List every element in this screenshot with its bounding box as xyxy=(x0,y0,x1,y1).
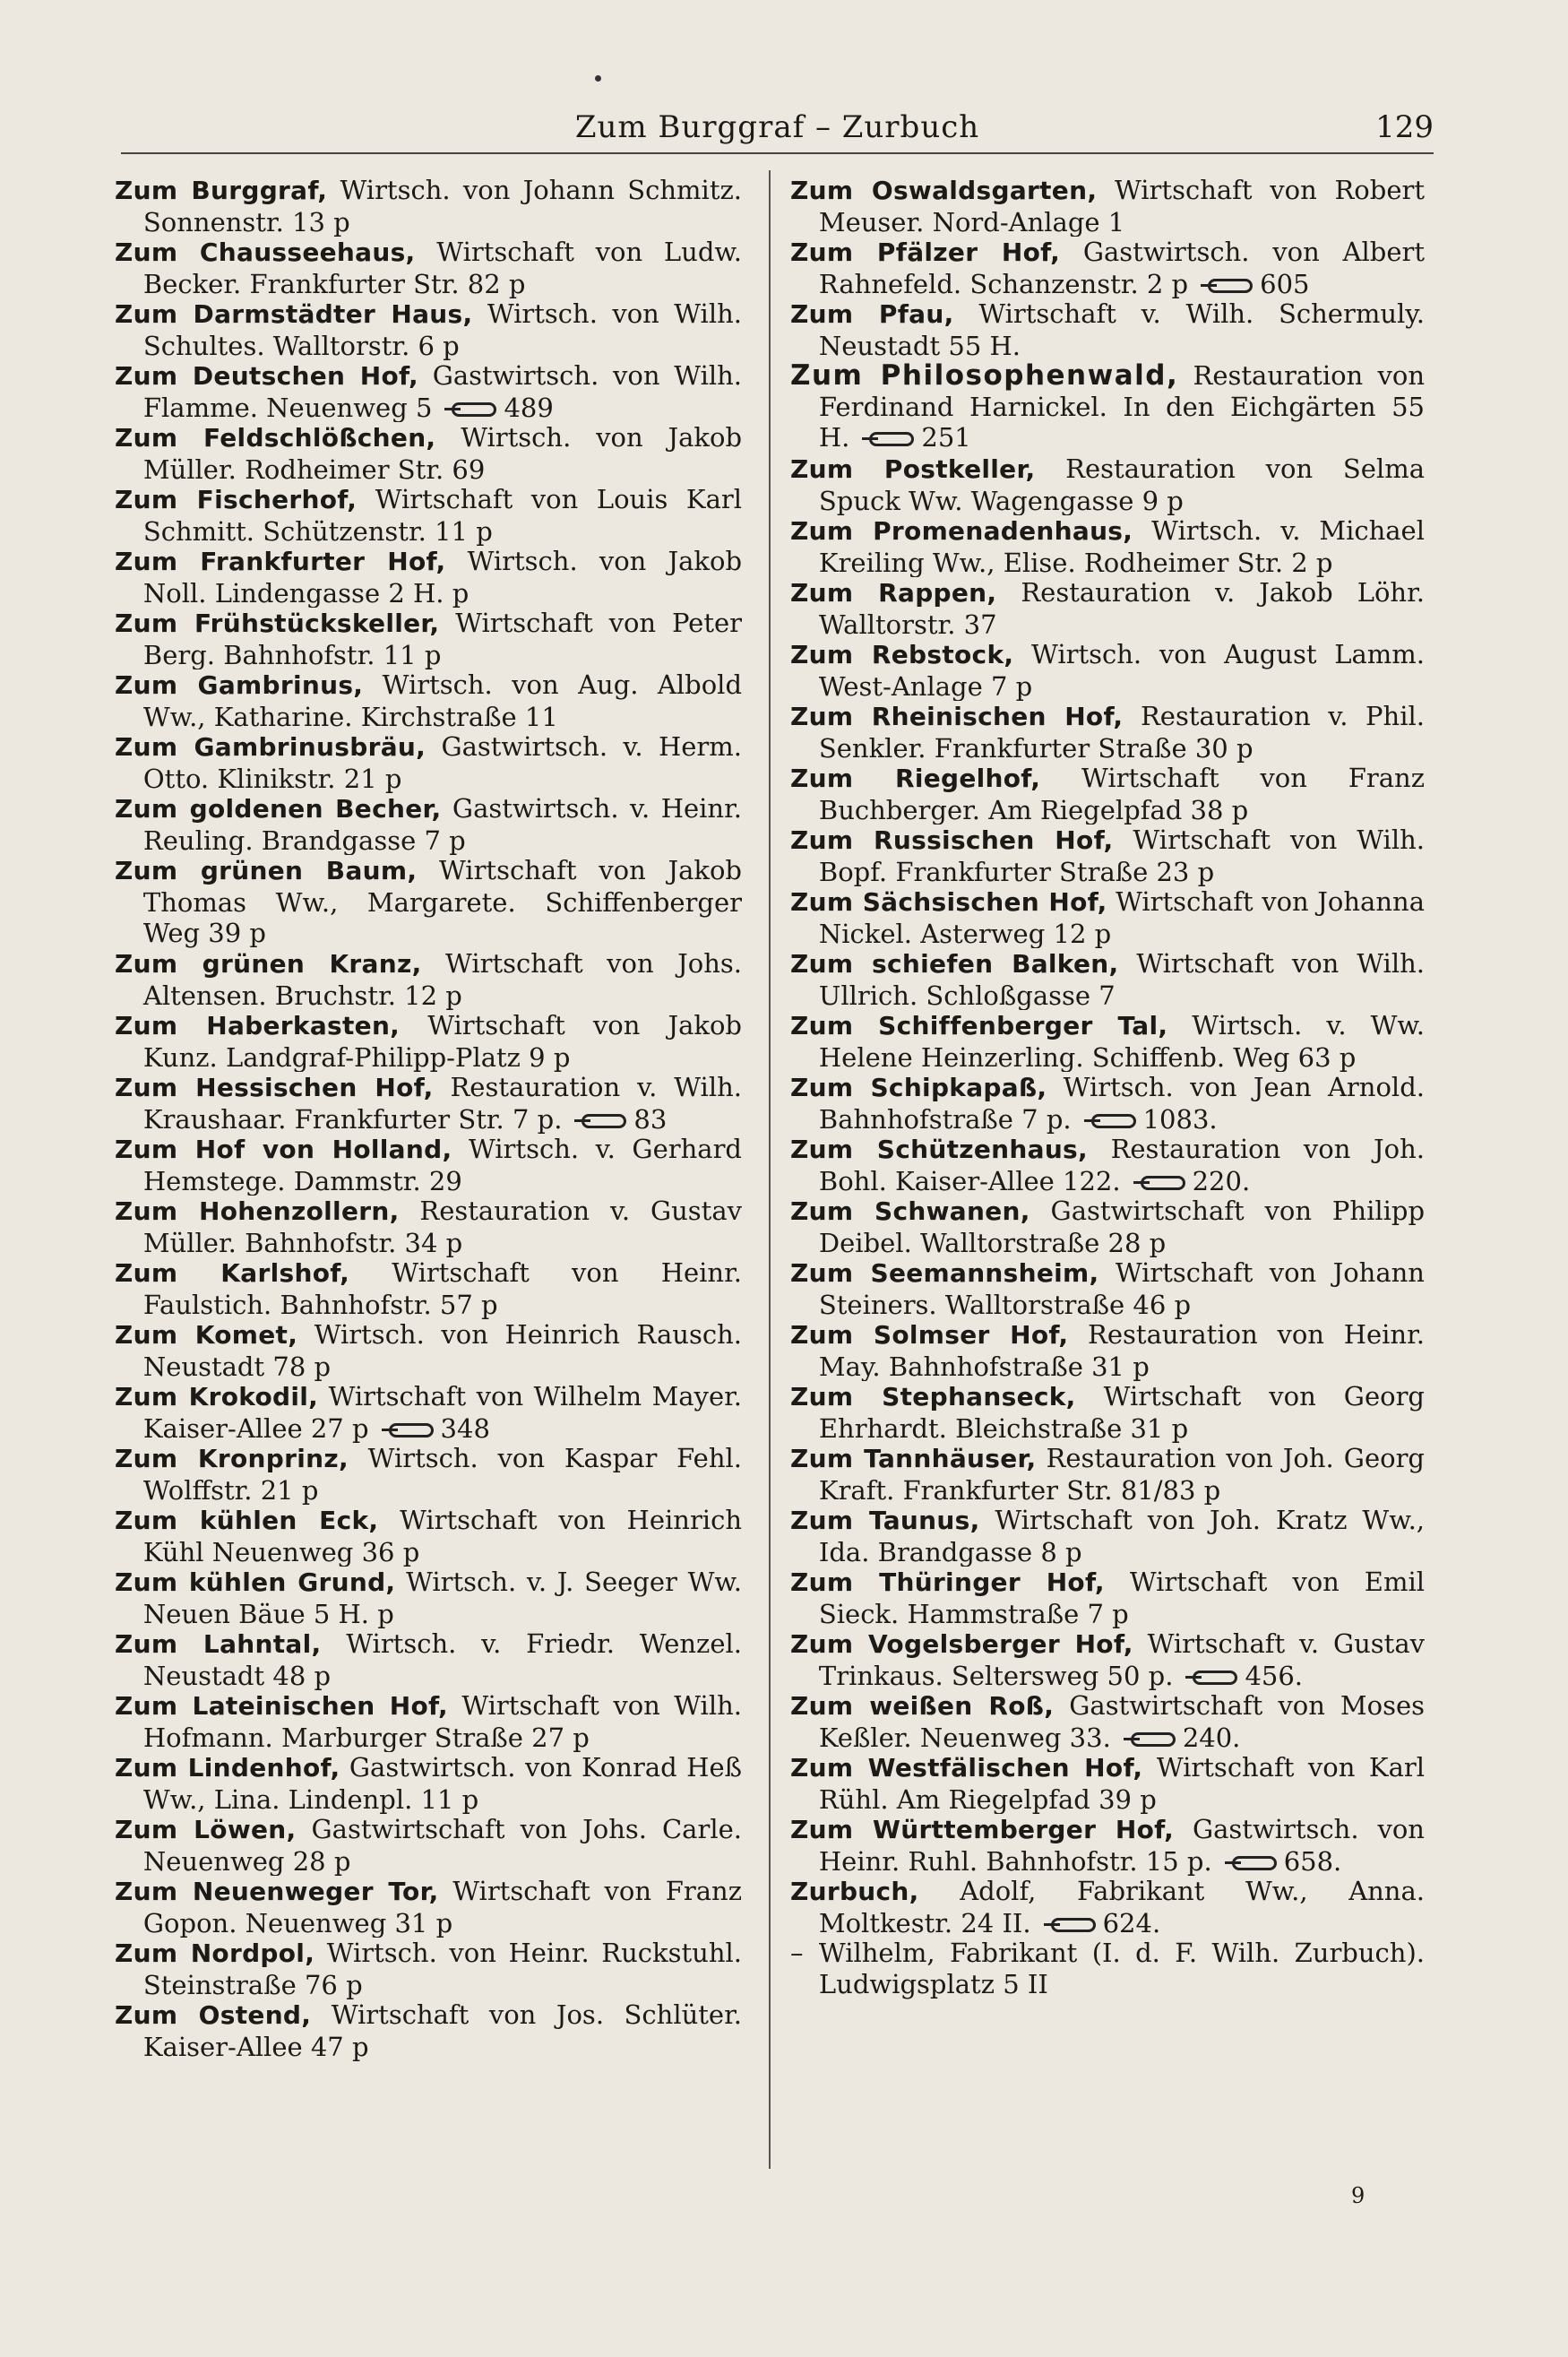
directory-entry xyxy=(790,1072,1425,1134)
directory-entry xyxy=(790,948,1425,1010)
directory-entry xyxy=(790,1690,1425,1752)
page-number: 129 xyxy=(1375,109,1434,145)
telephone-icon xyxy=(574,1113,626,1129)
ditto-dash: – xyxy=(790,1938,804,1968)
directory-entry xyxy=(115,237,742,298)
phone-number: 1083. xyxy=(1142,1103,1218,1134)
entry-name: Zum Chausseehaus, xyxy=(115,237,416,267)
telephone-icon xyxy=(382,1422,434,1438)
directory-entry xyxy=(790,515,1425,577)
telephone-icon xyxy=(1201,278,1253,294)
directory-entry xyxy=(790,1443,1425,1505)
phone-number: 456. xyxy=(1245,1660,1304,1690)
entry-details: Wirtschaft von Joh. Kratz Ww., Ida. Brandgasse 8 p xyxy=(818,1505,1425,1567)
entry-details: Gastwirtschaft von Philipp Deibel. Walltorstraße 28 p xyxy=(818,1196,1425,1257)
directory-entry xyxy=(790,701,1425,763)
entry-details: Wirtsch. von Johann Schmitz. Sonnenstr. 13 p xyxy=(142,175,742,237)
directory-entry xyxy=(790,1814,1425,1876)
entry-details: Wirtschaft von Franz Gopon. Neuenweg 31 p xyxy=(142,1876,742,1938)
directory-entry xyxy=(115,669,742,731)
entry-details: Wirtschaft von Johann Steiners. Walltorstraße 46 p xyxy=(818,1257,1425,1319)
telephone-icon xyxy=(1225,1855,1277,1871)
entry-name: Zum Rebstock, xyxy=(790,640,1014,669)
entry-name: Zum Sächsischen Hof, xyxy=(790,887,1107,917)
entry-name: Zum Komet, xyxy=(115,1320,298,1350)
entry-name: Zum Hof von Holland, xyxy=(115,1135,452,1164)
entry-name: Zum Lahntal, xyxy=(115,1629,322,1659)
directory-entry xyxy=(115,1876,742,1938)
directory-entry xyxy=(115,855,742,948)
entry-name: Zum Russischen Hof, xyxy=(790,825,1114,855)
directory-entry xyxy=(115,1257,742,1319)
running-title: Zum Burggraf – Zurbuch xyxy=(574,109,980,145)
entry-details: Wirtschaft von Wilh. Bopf. Frankfurter Straße 23 p xyxy=(818,825,1425,886)
telephone-icon xyxy=(444,401,496,418)
directory-entry xyxy=(790,1381,1425,1443)
entry-details: Wirtsch. v. Friedr. Wenzel. Neustadt 48 p xyxy=(142,1628,742,1690)
entry-details: Wirtschaft v. Wilh. Schermuly. Neustadt 55 H. xyxy=(818,298,1425,360)
directory-entry xyxy=(115,731,742,793)
directory-entry xyxy=(115,546,742,608)
phone-number: 624. xyxy=(1102,1907,1161,1938)
directory-entry xyxy=(115,422,742,484)
directory-entry xyxy=(790,1567,1425,1628)
entry-details: Wirtsch. v. J. Seeger Ww. Neuen Bäue 5 H. p xyxy=(142,1567,742,1628)
entry-details: Wirtschaft von Wilh. Ullrich. Schloßgasse 7 xyxy=(818,948,1425,1010)
entry-details: Wirtschaft von Robert Meuser. Nord-Anlage 1 xyxy=(818,175,1425,237)
entry-details: Wirtschaft von Johs. Altensen. Bruchstr. 12 p xyxy=(142,948,742,1010)
entry-details: Wirtschaft von Ludw. Becker. Frankfurter Str. 82 p xyxy=(142,237,742,298)
running-head xyxy=(121,106,1434,154)
directory-entry xyxy=(115,1443,742,1505)
entry-name: Zum Burggraf, xyxy=(115,176,328,205)
entry-details: Restauration von Selma Spuck Ww. Wagengasse 9 p xyxy=(818,453,1425,515)
telephone-icon xyxy=(1133,1175,1185,1191)
directory-entry xyxy=(790,1628,1425,1690)
entry-name: Zum Nordpol, xyxy=(115,1938,315,1968)
entry-name: Zum Oswaldsgarten, xyxy=(790,176,1098,205)
entry-name: Zum grünen Baum, xyxy=(115,856,418,885)
entry-name: Zum grünen Kranz, xyxy=(115,949,422,979)
phone-number: 251 xyxy=(921,422,971,453)
directory-entry xyxy=(790,453,1425,515)
entry-name: Zum Rheinischen Hof, xyxy=(790,702,1124,731)
entry-details: Wirtsch. von Kaspar Fehl. Wolffstr. 21 p xyxy=(142,1443,742,1505)
entry-name: Zum Lindenhof, xyxy=(115,1753,340,1783)
entry-details: Wirtsch. v. Gerhard Hemstege. Dammstr. 29 xyxy=(142,1134,742,1196)
entry-name: Zum Frankfurter Hof, xyxy=(115,547,446,576)
directory-entry xyxy=(115,298,742,360)
entry-details: Restauration v. Gustav Müller. Bahnhofstr. 34 p xyxy=(142,1196,742,1257)
entry-details: Wirtschaft von Jakob Kunz. Landgraf-Philipp-Platz 9 p xyxy=(142,1010,742,1072)
entry-name: Zum Haberkasten, xyxy=(115,1011,401,1040)
entry-name: Zurbuch, xyxy=(790,1877,919,1906)
directory-entry xyxy=(115,1319,742,1381)
entry-details: Gastwirtsch. v. Heinr. Reuling. Brandgasse 7 p xyxy=(142,793,742,855)
entry-details: Wirtsch. von Aug. Albold Ww., Katharine. Kirchstraße 11 xyxy=(142,669,742,731)
directory-entry xyxy=(115,1628,742,1690)
entry-name: Zum Hohenzollern, xyxy=(115,1196,400,1226)
entry-name: Zum Lateinischen Hof, xyxy=(115,1691,448,1721)
entry-name: Zum Schiffenberger Tal, xyxy=(790,1011,1168,1040)
phone-number: 220. xyxy=(1192,1165,1251,1196)
directory-entry xyxy=(115,175,742,237)
directory-entry xyxy=(115,484,742,546)
phone-number: 605 xyxy=(1260,268,1310,298)
right-column xyxy=(790,175,1425,1999)
phone-number: 83 xyxy=(633,1103,668,1134)
directory-entry xyxy=(115,1690,742,1752)
entry-name: Zum Solmser Hof, xyxy=(790,1320,1069,1350)
entry-details: Wirtsch. von Jakob Müller. Rodheimer Str. 69 xyxy=(142,422,742,484)
entry-details: Restauration v. Wilh. Kraushaar. Frankfurter Str. 7 p. xyxy=(142,1072,742,1134)
entry-details: Restauration von Ferdinand Harnickel. In den Eichgärten 55 H. xyxy=(818,360,1425,453)
directory-entry xyxy=(790,1134,1425,1196)
phone-number: 348 xyxy=(440,1412,490,1443)
directory-entry xyxy=(115,793,742,855)
entry-details: Wirtschaft von Franz Buchberger. Am Riegelpfad 38 p xyxy=(818,763,1425,825)
directory-entry xyxy=(115,1814,742,1876)
entry-name: Zum Deutschen Hof, xyxy=(115,361,418,391)
entry-name: Zum Krokodil, xyxy=(115,1382,319,1412)
directory-entry xyxy=(790,360,1425,453)
entry-name: Zum Karlshof, xyxy=(115,1258,350,1288)
entry-name: Zum Rappen, xyxy=(790,578,997,608)
entry-details: Wirtsch. von Wilh. Schultes. Walltorstr. 6 p xyxy=(142,298,742,360)
entry-name: Zum Kronprinz, xyxy=(115,1444,349,1473)
entry-name: Zum Darmstädter Haus, xyxy=(115,299,473,329)
entry-details: Gastwirtsch. von Heinr. Ruhl. Bahnhofstr. 15 p. xyxy=(818,1814,1425,1876)
entry-details: Wirtschaft von Jakob Thomas Ww., Margarete. Schiffenberger Weg 39 p xyxy=(142,855,742,948)
directory-entry xyxy=(115,360,742,422)
entry-name: Zum Gambrinus, xyxy=(115,670,364,700)
entry-details: Wirtsch. von Heinr. Ruckstuhl. Steinstraße 76 p xyxy=(142,1938,742,1999)
entry-details: Restauration von Joh. Georg Kraft. Frankfurter Str. 81/83 p xyxy=(818,1443,1425,1505)
column-rule xyxy=(769,170,771,2169)
directory-entry xyxy=(790,577,1425,639)
entry-name: Zum Westfälischen Hof, xyxy=(790,1753,1143,1783)
entry-name: Zum schiefen Balken, xyxy=(790,949,1119,979)
entry-name: Zum Schützenhaus, xyxy=(790,1135,1088,1164)
entry-name: Zum Pfälzer Hof, xyxy=(790,237,1061,267)
phone-number: 658. xyxy=(1283,1845,1342,1876)
entry-name: Zum Hessischen Hof, xyxy=(115,1073,434,1102)
entry-name: Zum Ostend, xyxy=(115,2000,312,2030)
directory-entry xyxy=(790,1010,1425,1072)
phone-number: 489 xyxy=(504,392,554,422)
entry-details: Wirtschaft von Heinrich Kühl Neuenweg 36 p xyxy=(142,1505,742,1567)
entry-name: Zum kühlen Eck, xyxy=(115,1506,379,1535)
entry-name: Zum Postkeller, xyxy=(790,454,1036,484)
directory-entry xyxy=(115,1381,742,1443)
entry-details: Wirtsch. von Jean Arnold. Bahnhofstraße 7 p. xyxy=(818,1072,1425,1134)
directory-entry xyxy=(115,1196,742,1257)
entry-details: Gastwirtsch. v. Herm. Otto. Klinikstr. 21 p xyxy=(142,731,742,793)
entry-details: Wirtsch. von Jakob Noll. Lindengasse 2 H. p xyxy=(142,546,742,608)
entry-details: Wirtsch. von August Lamm. West-Anlage 7 p xyxy=(818,639,1425,701)
directory-entry xyxy=(790,1319,1425,1381)
entry-details: Restauration von Joh. Bohl. Kaiser-Allee 122. xyxy=(818,1134,1425,1196)
directory-entry xyxy=(115,1567,742,1628)
directory-entry xyxy=(790,639,1425,701)
entry-details: Wilhelm, Fabrikant (I. d. F. Wilh. Zurbuch). Ludwigsplatz 5 II xyxy=(818,1938,1425,1999)
telephone-icon xyxy=(1044,1917,1096,1933)
entry-name: Zum Tannhäuser, xyxy=(790,1444,1037,1473)
directory-entry xyxy=(115,1505,742,1567)
entry-details: Wirtschaft von Johanna Nickel. Asterweg 12 p xyxy=(818,886,1425,948)
directory-entry xyxy=(790,1196,1425,1257)
entry-name: Zum Württemberger Hof, xyxy=(790,1815,1175,1844)
directory-entry xyxy=(790,1938,1425,1999)
directory-entry xyxy=(790,825,1425,886)
telephone-icon xyxy=(862,431,914,447)
entry-details: Wirtschaft v. Gustav Trinkaus. Seltersweg 50 p. xyxy=(818,1628,1425,1690)
directory-entry xyxy=(115,1999,742,2061)
entry-name: Zum Philosophenwald, xyxy=(790,360,1179,392)
signature-mark: 9 xyxy=(1351,2183,1366,2208)
directory-entry xyxy=(790,1505,1425,1567)
entry-name: Zum Frühstückskeller, xyxy=(115,609,440,638)
directory-entry xyxy=(115,1010,742,1072)
entry-details: Wirtschaft von Jos. Schlüter. Kaiser-Allee 47 p xyxy=(142,1999,742,2061)
directory-entry xyxy=(790,763,1425,825)
directory-entry xyxy=(115,1752,742,1814)
entry-name: Zum Schwanen, xyxy=(790,1196,1030,1226)
entry-details: Wirtsch. von Heinrich Rausch. Neustadt 78 p xyxy=(142,1319,742,1381)
telephone-icon xyxy=(1084,1113,1136,1129)
telephone-icon xyxy=(1185,1670,1237,1686)
directory-entry xyxy=(790,1257,1425,1319)
directory-entry xyxy=(115,1134,742,1196)
entry-name: Zum Vogelsberger Hof, xyxy=(790,1629,1133,1659)
entry-name: Zum Taunus, xyxy=(790,1506,980,1535)
entry-details: Gastwirtsch. von Wilh. Flamme. Neuenweg 5 xyxy=(142,360,742,422)
entry-details: Gastwirtsch. von Albert Rahnefeld. Schanzenstr. 2 p xyxy=(818,237,1425,298)
entry-details: Wirtsch. v. Michael Kreiling Ww., Elise. Rodheimer Str. 2 p xyxy=(818,515,1425,577)
entry-name: Zum goldenen Becher, xyxy=(115,794,442,824)
telephone-icon xyxy=(1124,1731,1176,1748)
entry-details: Wirtschaft von Karl Rühl. Am Riegelpfad 39 p xyxy=(818,1752,1425,1814)
directory-entry xyxy=(790,298,1425,360)
directory-entry xyxy=(115,608,742,669)
entry-name: Zum Gambrinusbräu, xyxy=(115,732,426,762)
entry-details: Wirtschaft von Georg Ehrhardt. Bleichstraße 31 p xyxy=(818,1381,1425,1443)
entry-name: Zum Pfau, xyxy=(790,299,954,329)
entry-name: Zum Feldschlößchen, xyxy=(115,423,436,453)
directory-entry xyxy=(790,1752,1425,1814)
left-column xyxy=(115,175,742,2061)
entry-name: Zum Löwen, xyxy=(115,1815,297,1844)
entry-name: Zum Fischerhof, xyxy=(115,485,358,514)
entry-name: Zum Seemannsheim, xyxy=(790,1258,1099,1288)
entry-name: Zum kühlen Grund, xyxy=(115,1567,396,1597)
directory-entry xyxy=(790,237,1425,298)
directory-entry xyxy=(790,1876,1425,1938)
entry-details: Restauration v. Jakob Löhr. Walltorstr. 37 xyxy=(818,577,1425,639)
entry-details: Restauration von Heinr. May. Bahnhofstraße 31 p xyxy=(818,1319,1425,1381)
entry-details: Wirtschaft von Peter Berg. Bahnhofstr. 11 p xyxy=(142,608,742,669)
entry-details: Adolf, Fabrikant Ww., Anna. Moltkestr. 24 II. xyxy=(818,1876,1425,1938)
entry-details: Restauration v. Phil. Senkler. Frankfurter Straße 30 p xyxy=(818,701,1425,763)
entry-details: Wirtschaft von Louis Karl Schmitt. Schützenstr. 11 p xyxy=(142,484,742,546)
directory-entry xyxy=(115,1938,742,1999)
entry-name: Zum Stephanseck, xyxy=(790,1382,1076,1412)
entry-name: Zum Schipkapaß, xyxy=(790,1073,1047,1102)
entry-name: Zum Riegelhof, xyxy=(790,764,1041,793)
entry-details: Wirtschaft von Wilh. Hofmann. Marburger Straße 27 p xyxy=(142,1690,742,1752)
directory-entry xyxy=(115,948,742,1010)
ink-dot xyxy=(595,75,601,82)
entry-details: Gastwirtschaft von Johs. Carle. Neuenweg 28 p xyxy=(142,1814,742,1876)
directory-entry xyxy=(790,175,1425,237)
entry-name: Zum Neuenweger Tor, xyxy=(115,1877,439,1906)
phone-number: 240. xyxy=(1182,1722,1241,1752)
entry-name: Zum weißen Roß, xyxy=(790,1691,1055,1721)
directory-entry xyxy=(790,886,1425,948)
entry-details: Wirtsch. v. Ww. Helene Heinzerling. Schiffenb. Weg 63 p xyxy=(818,1010,1425,1072)
entry-details: Wirtschaft von Heinr. Faulstich. Bahnhofstr. 57 p xyxy=(142,1257,742,1319)
entry-details: Gastwirtsch. von Konrad Heß Ww., Lina. Lindenpl. 11 p xyxy=(142,1752,742,1814)
entry-name: Zum Thüringer Hof, xyxy=(790,1567,1105,1597)
entry-details: Wirtschaft von Emil Sieck. Hammstraße 7 p xyxy=(818,1567,1425,1628)
entry-name: Zum Promenadenhaus, xyxy=(790,516,1133,546)
entry-details: Wirtschaft von Wilhelm Mayer. Kaiser-Allee 27 p xyxy=(142,1381,742,1443)
directory-entry xyxy=(115,1072,742,1134)
entry-details: Gastwirtschaft von Moses Keßler. Neuenweg 33. xyxy=(818,1690,1425,1752)
